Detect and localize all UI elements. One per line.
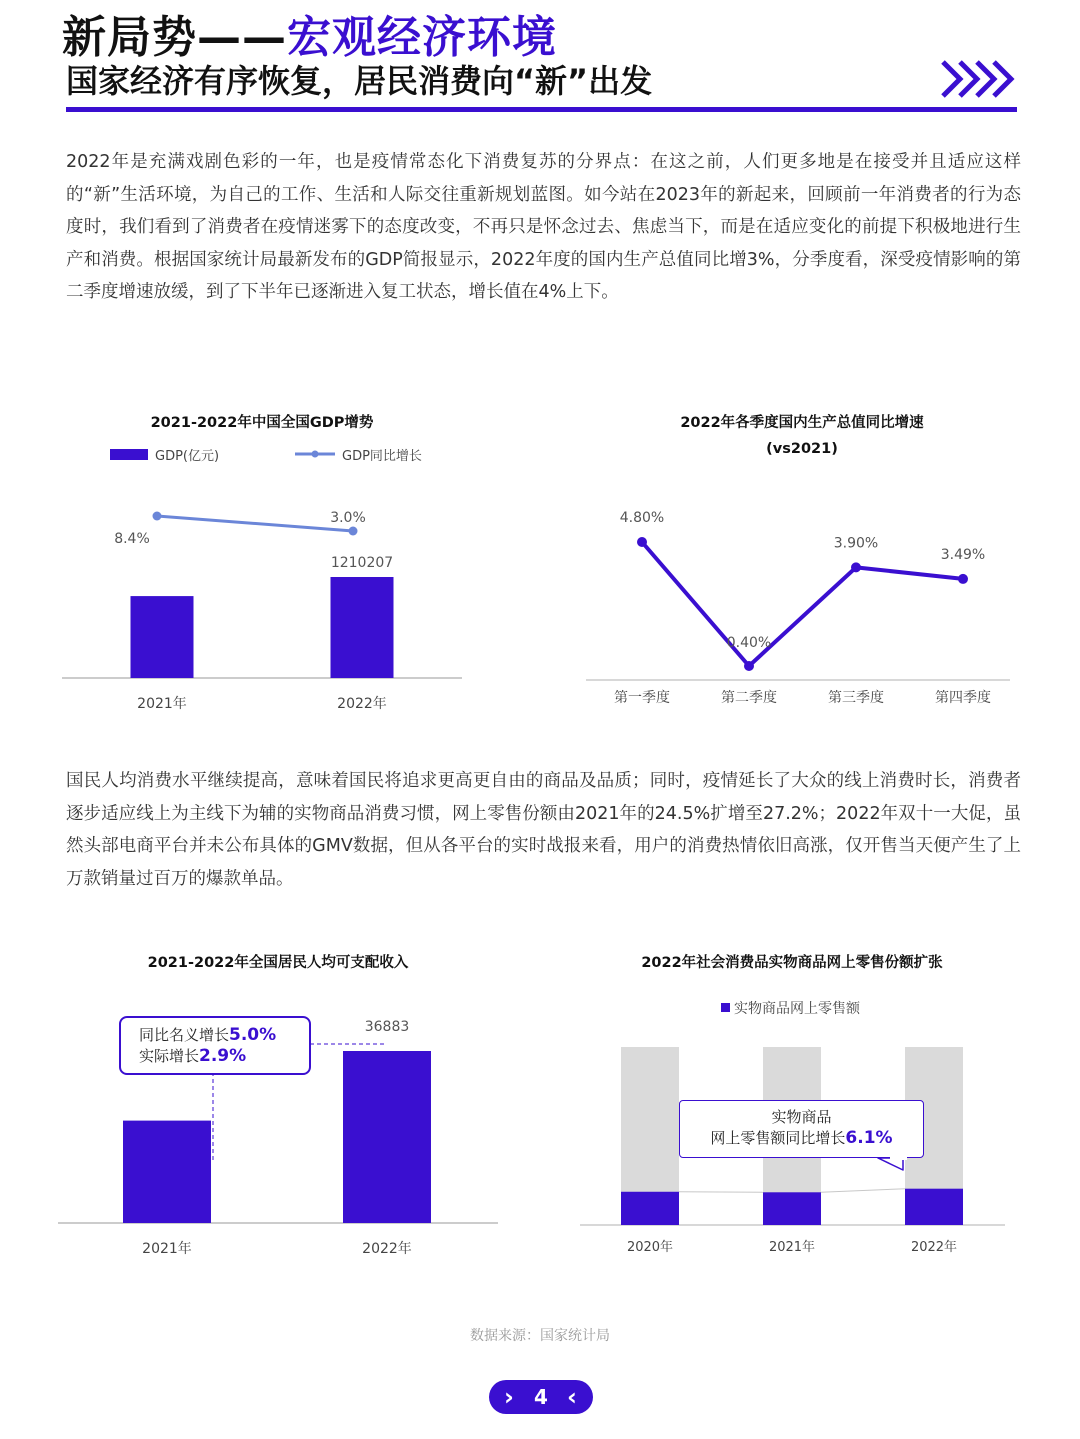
annotation-real-value: 2.9% xyxy=(199,1046,247,1066)
legend-gdp-label: GDP(亿元) xyxy=(155,449,220,464)
growth-label: 8.4% xyxy=(114,531,150,547)
page-subtitle: 国家经济有序恢复，居民消费向“新”出发 xyxy=(66,62,653,100)
annotation-line2-label: 网上零售额同比增长 xyxy=(710,1129,846,1147)
quarterly-point xyxy=(958,574,968,584)
retail-annotation-box xyxy=(679,1100,924,1158)
annotation-real-label: 实际增长 xyxy=(139,1047,200,1065)
bar-income-2022年 xyxy=(343,1051,431,1223)
gdp-chart xyxy=(55,440,475,725)
page-indicator xyxy=(489,1380,593,1414)
x-tick-label: 2022年 xyxy=(910,1240,958,1255)
quarterly-value-label: 0.40% xyxy=(726,635,772,651)
retail-chart-title: 2022年社会消费品实物商品网上零售份额扩张 xyxy=(641,955,943,971)
income-annotation-box xyxy=(119,1016,311,1075)
bar-retail-2022年 xyxy=(905,1189,963,1225)
quarterly-value-label: 3.90% xyxy=(833,535,879,552)
quarterly-chart-subtitle: (vs2021) xyxy=(766,441,838,457)
annotation-line1: 实物商品 xyxy=(771,1108,832,1126)
bar-connector xyxy=(821,1189,905,1193)
bar-gdp-2021年 xyxy=(131,596,194,678)
legend-retail-label: 实物商品网上零售额 xyxy=(734,1001,860,1017)
x-tick-label: 第一季度 xyxy=(614,690,670,706)
consumption-paragraph: 国民人均消费水平继续提高，意味着国民将追求更高更自由的商品及品质；同时，疫情延长了大众的线上消费时长，消费者逐步适应线上为主线下为辅的实物商品消费习惯，网上零售份额由2021年的24.5%扩增至27.2%；2022年双十一大促，虽然头部电商平台并未公布具体的GMV数据，但从各平台的实时战报来看，用户的消费热情依旧高涨，仅开售当天便产生了上万款销量过百万的爆款单品。 xyxy=(66,771,1021,889)
bar-retail-2020年 xyxy=(621,1192,679,1225)
gdp-chart-title: 2021-2022年中国全国GDP增势 xyxy=(150,415,374,431)
growth-line xyxy=(157,516,353,531)
income-chart-title: 2021-2022年全国居民人均可支配收入 xyxy=(147,955,409,971)
bar-value-label: 1210207 xyxy=(330,555,394,571)
x-tick-label: 2021年 xyxy=(768,1240,816,1255)
annotation-pointer-join xyxy=(890,1156,907,1160)
page-title-prefix: 新局势—— xyxy=(62,12,287,63)
bar-income-2021年 xyxy=(123,1121,211,1223)
growth-label: 3.0% xyxy=(330,510,366,526)
bar-retail-2021年 xyxy=(763,1192,821,1225)
annotation-nominal-value: 5.0% xyxy=(229,1025,277,1045)
header-divider xyxy=(66,107,1017,112)
x-tick-label: 第二季度 xyxy=(721,690,777,706)
growth-point xyxy=(349,527,358,536)
quarterly-point xyxy=(637,537,647,547)
quarterly-value-label: 4.80% xyxy=(619,510,665,526)
quarterly-chart-title: 2022年各季度国内生产总值同比增速 xyxy=(680,415,924,431)
prev-page-button[interactable]: ‹ xyxy=(567,1383,577,1411)
quarterly-point xyxy=(851,562,861,572)
quarterly-chart xyxy=(578,490,1018,720)
page-number: 4 xyxy=(534,1385,548,1409)
x-tick-label: 2022年 xyxy=(337,696,387,712)
x-tick-label: 第三季度 xyxy=(828,690,884,706)
growth-point xyxy=(153,512,162,521)
legend-growth-marker xyxy=(312,451,319,458)
page-title-accent: 宏观经济环境 xyxy=(287,12,557,63)
legend-gdp-swatch xyxy=(110,449,148,460)
x-tick-label: 2021年 xyxy=(142,1241,192,1257)
bar-connector xyxy=(679,1192,763,1193)
legend-retail-swatch xyxy=(721,1003,730,1012)
bar-value-label: 36883 xyxy=(364,1019,410,1035)
data-source: 数据来源：国家统计局 xyxy=(470,1328,610,1344)
quarterly-value-label: 3.49% xyxy=(940,546,986,563)
x-tick-label: 第四季度 xyxy=(935,690,991,706)
quarterly-growth-line xyxy=(642,542,963,666)
next-page-button[interactable]: › xyxy=(504,1383,514,1411)
x-tick-label: 2020年 xyxy=(626,1240,674,1255)
bar-gdp-2022年 xyxy=(331,577,394,678)
quarterly-point xyxy=(744,661,754,671)
x-tick-label: 2022年 xyxy=(362,1241,412,1257)
chevrons-right-icon xyxy=(940,58,1020,100)
annotation-line2-value: 6.1% xyxy=(845,1128,893,1148)
intro-paragraph: 2022年是充满戏剧色彩的一年，也是疫情常态化下消费复苏的分界点：在这之前，人们更多地是在接受并且适应这样的“新”生活环境，为自己的工作、生活和人际交往重新规划蓝图。如今站在2023年的新起来，回顾前一年消费者的行为态度时，我们看到了消费者在疫情迷雾下的态度改变，不再只是怀念过去、焦虑当下，而是在适应变化的前提下积极地进行生产和消费。根据国家统计局最新发布的GDP简报显示，2022年度的国内生产总值同比增3%，分季度看，深受疫情影响的第二季度增速放缓，到了下半年已逐渐进入复工状态，增长值在4%上下。 xyxy=(66,152,1021,302)
annotation-nominal-label: 同比名义增长 xyxy=(139,1026,230,1044)
x-tick-label: 2021年 xyxy=(137,696,187,712)
legend-growth-label: GDP同比增长 xyxy=(342,449,422,464)
